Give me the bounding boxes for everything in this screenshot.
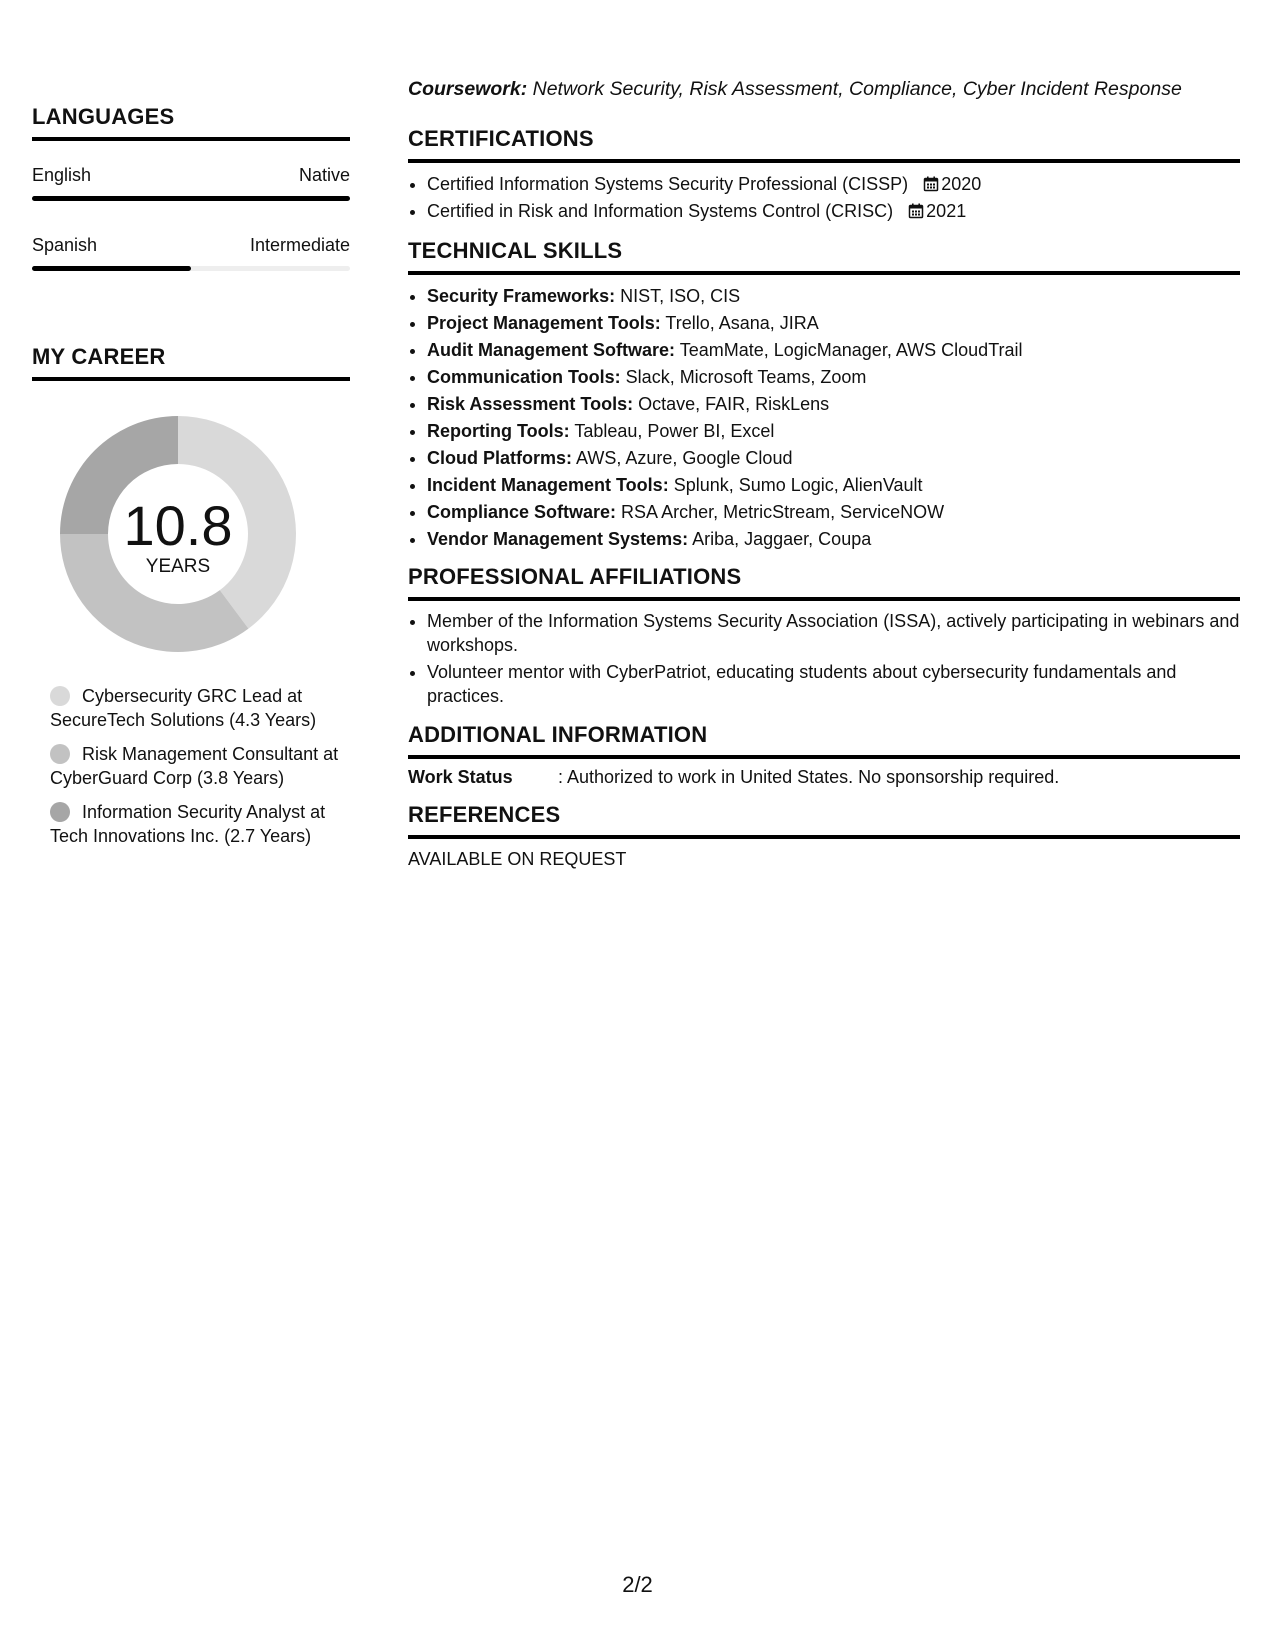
career-legend — [50, 684, 340, 858]
certification-name: Certified in Risk and Information Systems Control (CRISC) — [427, 201, 894, 221]
certification-year: 2020 — [941, 174, 982, 194]
coursework-text: Network Security, Risk Assessment, Compliance, Cyber Incident Response — [527, 78, 1182, 100]
language-level: Intermediate — [249, 235, 350, 255]
language-name: Spanish — [32, 235, 98, 255]
coursework-label: Coursework: — [408, 78, 528, 100]
career-legend-item — [50, 742, 340, 790]
work-status-row — [408, 767, 1240, 788]
calendar-icon — [923, 176, 939, 192]
language-proficiency-bar — [32, 196, 350, 201]
total-years: 10.8 — [123, 494, 233, 557]
certifications-list — [408, 171, 1240, 225]
skill-value: NIST, ISO, CIS — [615, 286, 741, 306]
skill-value: Tableau, Power BI, Excel — [569, 421, 775, 441]
skill-item — [427, 499, 1240, 526]
skills-list — [408, 283, 1240, 553]
skill-label: Communication Tools: — [427, 367, 621, 387]
references-title: REFERENCES — [408, 802, 1240, 839]
language-item-english — [32, 165, 350, 201]
career-role-label: Information Security Analyst at Tech Innovations Inc. (2.7 Years) — [50, 802, 326, 846]
skill-value: Trello, Asana, JIRA — [660, 313, 819, 333]
language-proficiency-fill — [32, 266, 191, 271]
career-legend-item — [50, 800, 340, 848]
skill-label: Project Management Tools: — [427, 313, 661, 333]
skill-label: Cloud Platforms: — [427, 448, 573, 468]
language-level: Native — [298, 165, 350, 185]
skill-item — [427, 391, 1240, 418]
references-section — [408, 802, 1240, 870]
skill-value: TeamMate, LogicManager, AWS CloudTrail — [675, 340, 1023, 360]
language-item-spanish — [32, 235, 350, 271]
legend-dot-icon — [50, 802, 70, 822]
career-donut — [56, 412, 300, 656]
work-status-label: Work Status — [408, 767, 513, 787]
skill-item — [427, 472, 1240, 499]
career-section — [32, 344, 350, 846]
skill-label: Risk Assessment Tools: — [427, 394, 634, 414]
language-proficiency-fill — [32, 196, 350, 201]
page-number: 2/2 — [622, 1572, 653, 1597]
languages-title: LANGUAGES — [32, 104, 350, 141]
skill-value: Slack, Microsoft Teams, Zoom — [620, 367, 867, 387]
career-role-label: Risk Management Consultant at CyberGuard Corp (3.8 Years) — [50, 744, 339, 788]
skill-label: Reporting Tools: — [427, 421, 570, 441]
language-name: English — [32, 165, 92, 185]
language-proficiency-bar — [32, 266, 350, 271]
coursework-line — [408, 78, 1182, 101]
affiliations-title: PROFESSIONAL AFFILIATIONS — [408, 564, 1240, 601]
affiliation-item: • Member of the Information Systems Security Association (ISSA), actively participating in webinars and workshops. — [427, 609, 1240, 657]
calendar-icon — [908, 203, 924, 219]
skill-value: RSA Archer, MetricStream, ServiceNOW — [616, 502, 945, 522]
legend-dot-icon — [50, 686, 70, 706]
skill-item — [427, 418, 1240, 445]
references-text: AVAILABLE ON REQUEST — [408, 849, 627, 869]
skill-item — [427, 337, 1240, 364]
affiliations-section — [408, 564, 1240, 711]
technical-skills-title: TECHNICAL SKILLS — [408, 238, 1240, 275]
affiliation-item: • Volunteer mentor with CyberPatriot, educating students about cybersecurity fundamentals and practices. — [427, 660, 1240, 708]
languages-section — [32, 104, 350, 271]
skill-item — [427, 283, 1240, 310]
certification-name: Certified Information Systems Security Professional (CISSP) — [427, 174, 909, 194]
career-title: MY CAREER — [32, 344, 350, 381]
work-status-value: : Authorized to work in United States. No sponsorship required. — [558, 767, 1060, 787]
certification-item — [427, 171, 1240, 198]
donut-center — [56, 412, 300, 656]
technical-skills-section — [408, 238, 1240, 553]
certification-item — [427, 198, 1240, 225]
skill-label: Security Frameworks: — [427, 286, 616, 306]
skill-value: Octave, FAIR, RiskLens — [633, 394, 830, 414]
certification-year: 2021 — [926, 201, 967, 221]
legend-dot-icon — [50, 744, 70, 764]
years-unit: YEARS — [145, 556, 211, 577]
skill-label: Audit Management Software: — [427, 340, 676, 360]
certifications-title: CERTIFICATIONS — [408, 126, 1240, 163]
additional-info-section — [408, 722, 1240, 788]
skill-item — [427, 364, 1240, 391]
additional-info-title: ADDITIONAL INFORMATION — [408, 722, 1240, 759]
career-legend-item — [50, 684, 340, 732]
skill-value: AWS, Azure, Google Cloud — [572, 448, 793, 468]
career-role-label: Cybersecurity GRC Lead at SecureTech Solutions (4.3 Years) — [50, 686, 317, 730]
skill-value: Splunk, Sumo Logic, AlienVault — [668, 475, 923, 495]
certifications-section — [408, 126, 1240, 225]
skill-label: Compliance Software: — [427, 502, 617, 522]
affiliations-list — [408, 609, 1240, 708]
skill-item — [427, 445, 1240, 472]
skill-item — [427, 310, 1240, 337]
skill-label: Incident Management Tools: — [427, 475, 669, 495]
skill-value: Ariba, Jaggaer, Coupa — [688, 529, 872, 549]
skill-label: Vendor Management Systems: — [427, 529, 689, 549]
skill-item — [427, 526, 1240, 553]
